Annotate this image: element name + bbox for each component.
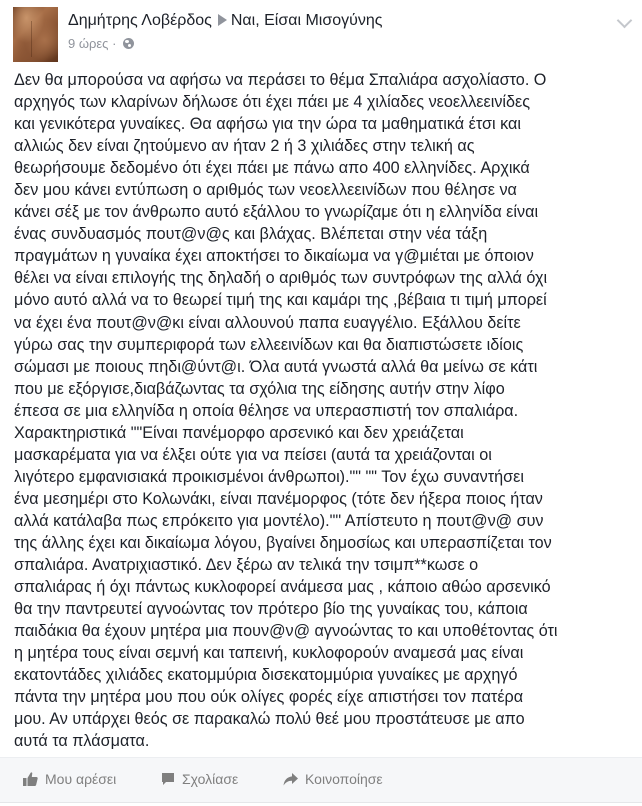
post-body-line: να έχει ένα πουτ@ν@κι είναι αλλουνού παπα ευαγγέλιο. Εξάλλου δείτε bbox=[14, 313, 521, 332]
post-body-line: θεωρήσουμε δεδομένο ότι έχει πάει με πάνω απο 400 ελληνίδες. Αρχικά bbox=[14, 159, 530, 178]
post-body-line: που με εξόργισε,διαβάζωντας τα σχόλια της είδησης αυτήν στην λίφο bbox=[14, 379, 505, 398]
post-body-line: παιδάκια θα έχουν μητέρα μια πουν@ν@ αγνοώντας το και υποθέτοντας ότι bbox=[14, 622, 558, 641]
post-body-line: αυτά τα πλάσματα. bbox=[14, 732, 150, 751]
target-page-name[interactable]: Ναι, Είσαι Μισογύνης bbox=[230, 12, 383, 29]
comment-button[interactable] bbox=[161, 770, 238, 790]
post-body-line: ένα μεσημέρι στο Κολωνάκι, είναι πανέμορφος (τότε δεν ήξερα ποιος ήταν bbox=[14, 489, 543, 508]
post-body-line: αλλά κατάλαβα πως επρόκειτο για μοντέλο)."" Απίστευτο η πουτ@ν@ συν bbox=[14, 511, 544, 530]
post-body-line: θέλει να είναι επιλογής της δηλαδή ο αριθμός των συντρόφων της αλλά όχι bbox=[14, 269, 548, 288]
post-meta bbox=[68, 36, 134, 52]
share-arrow-icon bbox=[283, 772, 298, 790]
post-body-line: κάνει σέξ με τον άνθρωπο αυτό εξάλλου το γνωρίζαμε ότι η ελληνίδα είναι bbox=[14, 203, 539, 222]
post-body-line: γύρω σας την συμπεριφορά των ελλεεινίδων και θα διαπιστώσετε ιδίοις bbox=[14, 335, 524, 354]
post-body-line: της άλλης έχει και δικαίωμα λόγου, βγαίνει δημοσίως και υπερασπίζεται τον bbox=[14, 533, 552, 552]
post-body-line: μασκαρέματα για να έλξει ούτε για να πείσει (αυτά τα χρειάζονται οι bbox=[14, 445, 492, 464]
post-body-line: μου. Αν υπάρχει θεός σε παρακαλώ πολύ θεέ μου προστάτευσε με απο bbox=[14, 710, 525, 729]
posted-to-arrow-icon bbox=[218, 14, 227, 26]
post-body-line: ένας συνδυασμός πουτ@ν@ς και βλάχας. Βλέπεται στην νέα τάξη bbox=[14, 225, 488, 244]
post-body-line: Δεν θα μπορούσα να αφήσω να περάσει το θέμα Σπαλιάρα ασχολίαστο. Ο bbox=[14, 71, 547, 89]
globe-icon[interactable] bbox=[123, 38, 134, 49]
post-body-line: πάντα την μητέρα μου που ούκ ολίγες φορές είχε απιστήσει τον πατέρα bbox=[14, 688, 524, 707]
post-body-line: έπεσα σε μια ελληνίδα η οποία θέλησε να υπερασπιστή τον σπαλιάρα. bbox=[14, 401, 519, 420]
post-body-line: Χαρακτηριστικά ""Είναι πανέμορφο αρσενικό και δεν χρειάζεται bbox=[14, 423, 464, 442]
thumbs-up-icon bbox=[23, 772, 38, 790]
chevron-down-icon[interactable] bbox=[617, 13, 633, 29]
post-body-line: σπαλιάρα. Ανατριχιαστικό. Δεν ξέρω αν τελικά την τσιμπ**κωσε ο bbox=[14, 556, 479, 575]
post-body-line: δεν μου κάνει εντύπωση ο αριθμός των νεοελλεεινίδων που θέλησε να bbox=[14, 181, 517, 200]
post-body-line: σώμασι με ποιους πηδι@ύντ@ι. Όλα αυτά γνωστά αλλά θα μείνω σε κάτι bbox=[14, 357, 538, 376]
author-line bbox=[68, 11, 382, 31]
post-header bbox=[0, 0, 642, 66]
meta-separator: · bbox=[112, 36, 117, 51]
author-avatar[interactable] bbox=[13, 7, 58, 62]
like-label: Μου αρέσει bbox=[45, 771, 117, 787]
post-body-line: θα την παντρευτεί αγνοώντας τον πρότερο βίο της γυναίκας του, κάποια bbox=[14, 600, 528, 619]
post-body-line: πραγμάτων η γυναίκα έχει αποκτήσει το δικαίωμα να γ@μιέται με όποιον bbox=[14, 247, 534, 266]
post-timestamp[interactable]: 9 ώρες bbox=[68, 36, 109, 51]
post-body-line: εκατοντάδες χιλιάδες εκατομμύρια δισεκατομμύρια γυναίκες με αρχηγό bbox=[14, 666, 518, 685]
share-label: Κοινοποίησε bbox=[305, 771, 383, 787]
post-body-line: μόνο αυτό αλλά να το θεωρεί τιμή της και καμάρι της ,βέβαια τι τιμή μπορεί bbox=[14, 291, 547, 310]
share-button[interactable] bbox=[283, 770, 383, 790]
post-body-line: και γενικότερα γυναίκες. Θα αφήσω για την ώρα τα μαθηματικά έτσι και bbox=[14, 115, 521, 134]
comment-icon bbox=[161, 772, 175, 790]
post-body-line: η μητέρα τους είναι σεμνή και ταπεινή, κυκλοφορούν αναμεσά μας είναι bbox=[14, 644, 524, 663]
comment-label: Σχολίασε bbox=[182, 771, 239, 787]
like-button[interactable] bbox=[23, 770, 116, 790]
post-body-line: σπαλιάρας ή όχι πάντως κυκλοφορεί ανάμεσα μας , κάποιο αθώο αρσενικό bbox=[14, 578, 551, 597]
author-name[interactable]: Δημήτρης Λοβέρδος bbox=[68, 12, 212, 29]
post-body-line: αρχηγός των κλαρίνων δήλωσε ότι έχει πάει με 4 χιλίαδες νεοελλεεινίδες bbox=[14, 93, 531, 112]
post-body-line: αλλιώς δεν είναι ζητούμενο αν ήταν 2 ή 3 χιλιάδες στην τελική ας bbox=[14, 137, 475, 156]
post-body-line: λιγότερο εμφανισιακά προικισμένοι άνθρωποι)."" "" Τον έχω συναντήσει bbox=[14, 467, 524, 486]
post-body bbox=[14, 69, 642, 752]
post-action-bar bbox=[0, 757, 642, 803]
